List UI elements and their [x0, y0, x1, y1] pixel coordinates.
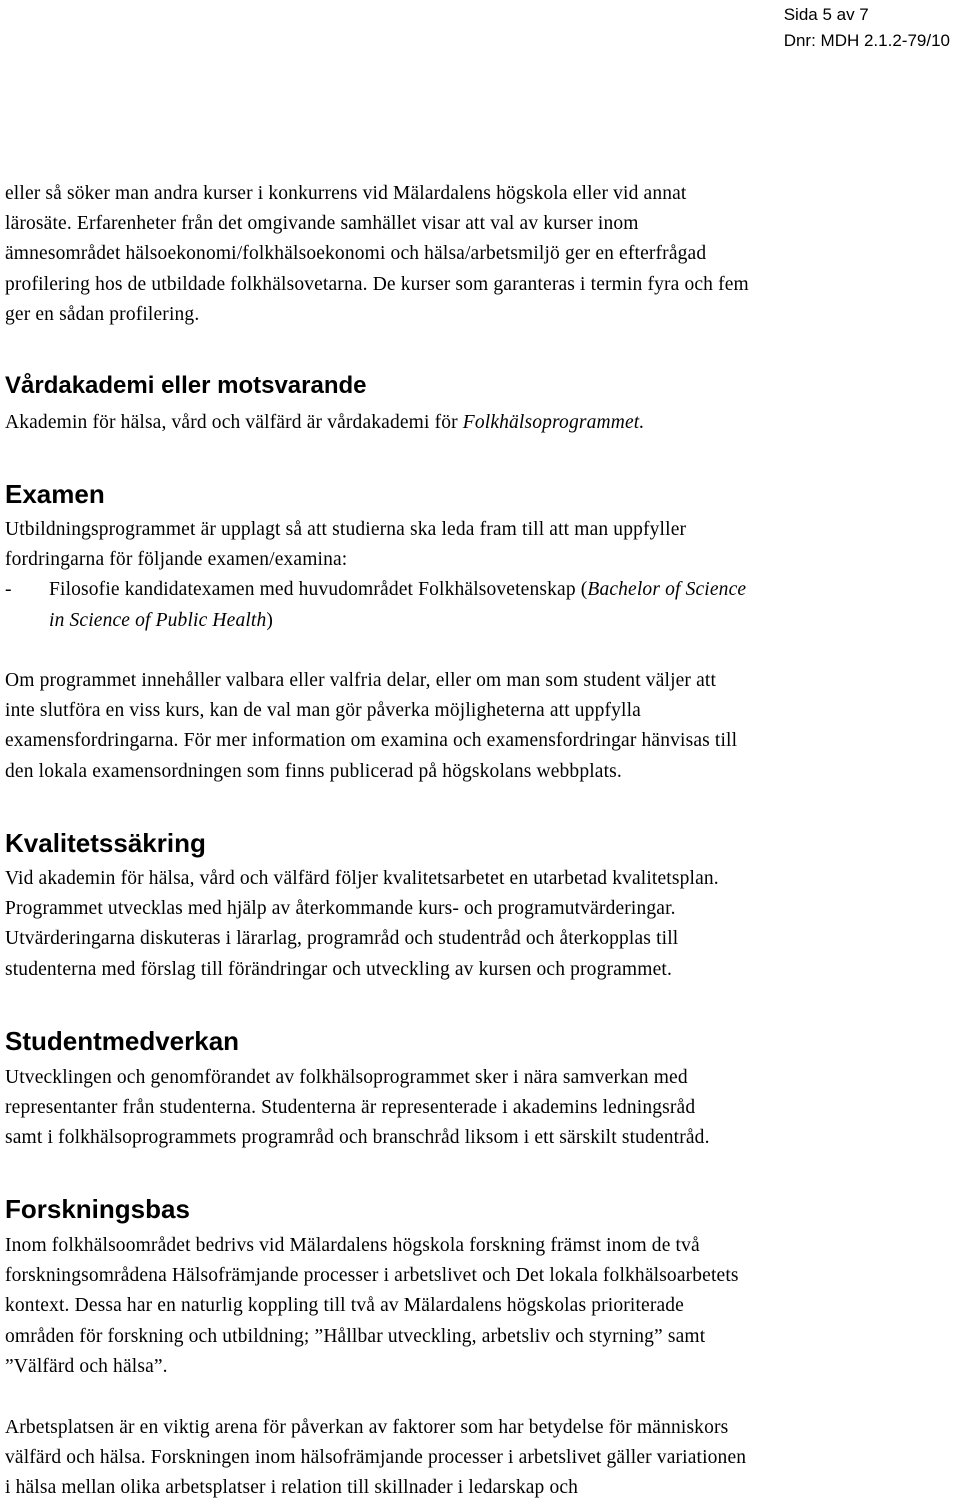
- text-line: samt i folkhälsoprogrammets programråd och branschråd liksom i ett särskilt studentråd.: [5, 1127, 710, 1149]
- intro-paragraph: [5, 179, 960, 330]
- degree-text: [49, 575, 746, 605]
- document-number: Dnr: MDH 2.1.2-79/10: [783, 31, 950, 50]
- text-line: i hälsa mellan olika arbetsplatser i relation till skillnader i ledarskap och: [5, 1477, 579, 1499]
- text-line: studenterna med förslag till förändringar och utveckling av kursen och programmet.: [5, 958, 672, 980]
- examen-paragraph-2: [5, 666, 960, 787]
- text-line: Utvärderingarna diskuteras i lärarlag, programråd och studentråd och återkopplas till: [5, 928, 679, 950]
- degree-list-item: [5, 575, 960, 605]
- text-line: profilering hos de utbildade folkhälsovetarna. De kurser som garanteras i termin fyra och fem: [5, 273, 749, 295]
- section-heading-kvalitet: Kvalitetssäkring: [5, 828, 206, 858]
- text-line: Utbildningsprogrammet är upplagt så att studierna ska leda fram till att man uppfyller: [5, 519, 687, 540]
- forskning-paragraph: [5, 1231, 960, 1382]
- examen-paragraph: [5, 515, 960, 636]
- text-line: den lokala examensordningen som finns publicerad på högskolans webbplats.: [5, 760, 622, 782]
- text-line: eller så söker man andra kurser i konkurrens vid Mälardalens högskola eller vid annat: [5, 183, 687, 204]
- text-line: forskningsområdena Hälsofrämjande processer i arbetslivet och Det lokala folkhälsoarbetets: [5, 1265, 739, 1287]
- text-line: kontext. Dessa har en naturlig koppling till två av Mälardalens högskolas prioriterade: [5, 1295, 684, 1317]
- section-heading-vardakademi: Vårdakademi eller motsvarande: [5, 372, 367, 399]
- page-number: Sida 5 av 7: [783, 5, 869, 24]
- text-line: examensfordringarna. För mer information om examina och examensfordringar hänvisas till: [5, 730, 738, 752]
- section-heading-studentmedverkan: Studentmedverkan: [5, 1026, 240, 1056]
- text-line: Vid akademin för hälsa, vård och välfärd följer kvalitetsarbetet en utarbetad kvalitetsplan.: [5, 868, 719, 889]
- section-heading-forskningsbas: Forskningsbas: [5, 1194, 190, 1224]
- text-line: ”Välfärd och hälsa”.: [5, 1355, 168, 1377]
- page-header: [784, 2, 950, 54]
- degree-english-name-cont: in Science of Public Health: [49, 609, 267, 631]
- closing-paren: ): [266, 609, 274, 631]
- text-line: representanter från studenterna. Studenterna är representerade i akademins ledningsråd: [5, 1097, 696, 1119]
- text-line: Om programmet innehåller valbara eller valfria delar, eller om man som student väljer att: [5, 670, 717, 691]
- student-paragraph: [5, 1063, 960, 1154]
- list-bullet: -: [5, 579, 12, 601]
- section-heading-examen: Examen: [5, 479, 105, 509]
- degree-english-name: Bachelor of Science: [587, 579, 747, 601]
- forskning-paragraph-2: [5, 1413, 960, 1504]
- text-line: ger en sådan profilering.: [5, 303, 200, 325]
- text-line: Arbetsplatsen är en viktig arena för påverkan av faktorer som har betydelse för människors: [5, 1417, 729, 1438]
- text-line: [5, 606, 960, 636]
- text-line: Programmet utvecklas med hjälp av återkommande kurs- och programutvärderingar.: [5, 898, 676, 920]
- text-line: välfärd och hälsa. Forskningen inom hälsofrämjande processer i arbetslivet gäller variationen: [5, 1447, 747, 1469]
- vardakademi-text: Akademin för hälsa, vård och välfärd är vårdakademi för: [5, 412, 463, 433]
- text-line: Utvecklingen och genomförandet av folkhälsoprogrammet sker i nära samverkan med: [5, 1067, 688, 1088]
- program-name: Folkhälsoprogrammet.: [462, 412, 645, 433]
- text-line: lärosäte. Erfarenheter från det omgivande samhället visar att val av kurser inom: [5, 213, 639, 235]
- degree-name: Filosofie kandidatexamen med huvudområdet Folkhälsovetenskap (: [49, 579, 588, 601]
- text-line: inte slutföra en viss kurs, kan de val man gör påverka möjligheterna att uppfylla: [5, 700, 641, 722]
- text-line: områden för forskning och utbildning; ”Hållbar utveckling, arbetsliv och styrning” samt: [5, 1325, 706, 1347]
- text-line: ämnesområdet hälsoekonomi/folkhälsoekonomi och hälsa/arbetsmiljö ger en efterfrågad: [5, 243, 707, 265]
- text-line: Inom folkhälsoområdet bedrivs vid Mälardalens högskola forskning främst inom de två: [5, 1235, 700, 1256]
- text-line: [5, 408, 960, 438]
- vardakademi-paragraph: [5, 408, 960, 438]
- kvalitet-paragraph: [5, 864, 960, 985]
- text-line: fordringarna för följande examen/examina:: [5, 549, 348, 571]
